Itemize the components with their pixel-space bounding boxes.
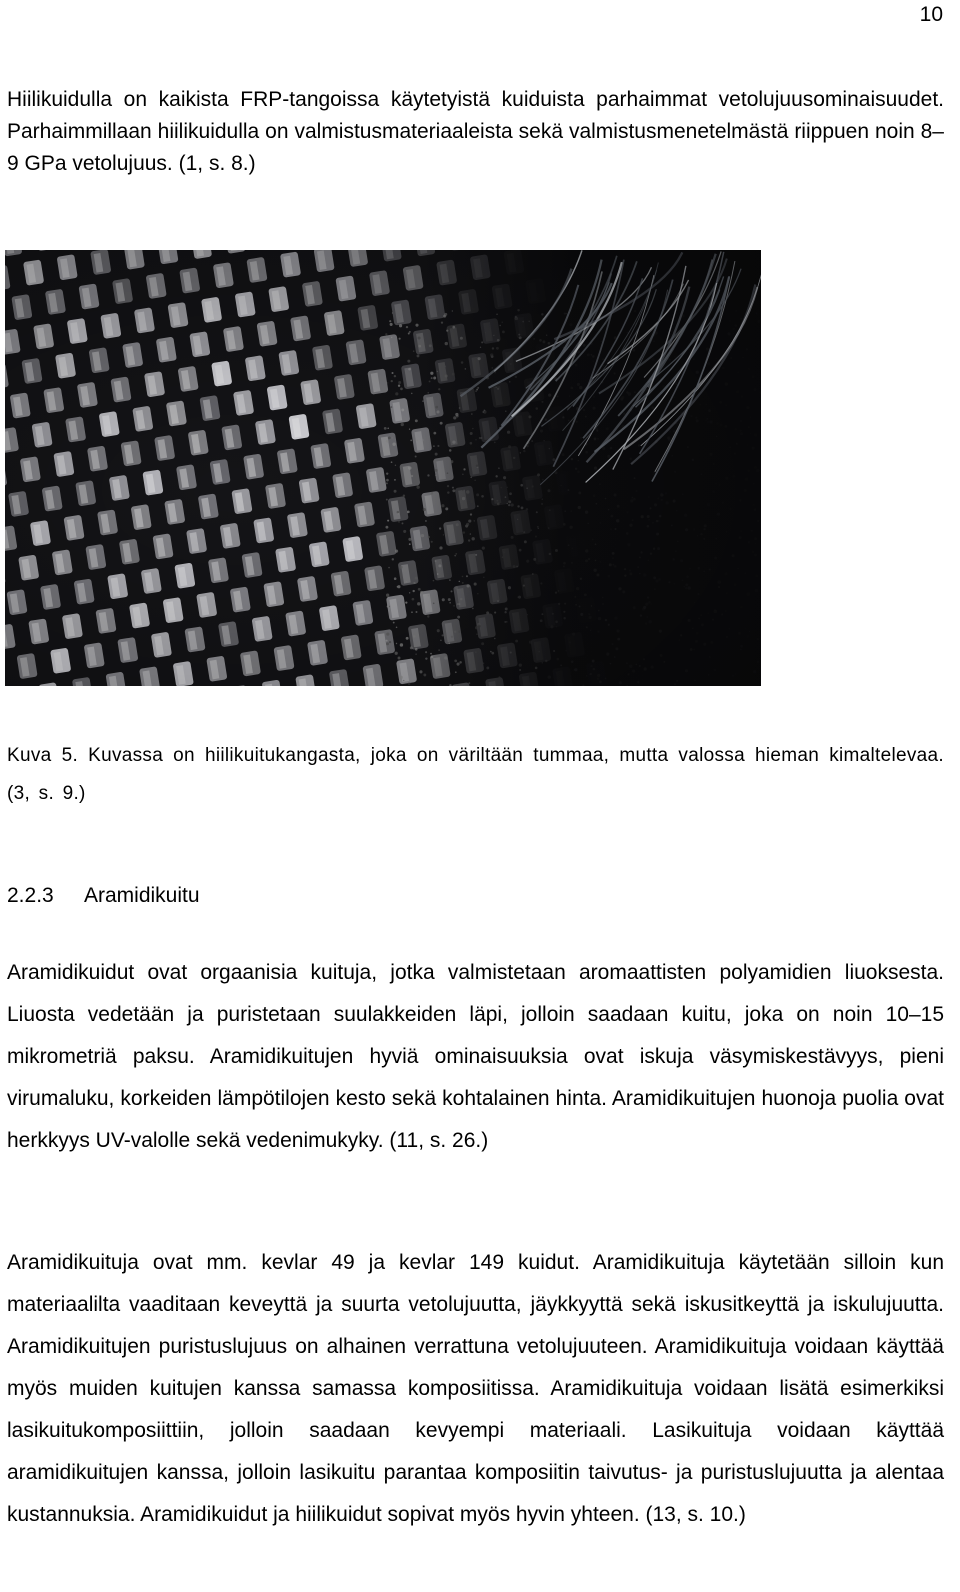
- carbon-fiber-fabric-photo: [5, 250, 761, 686]
- section-heading: [7, 880, 200, 912]
- figure-caption: Kuva 5. Kuvassa on hiilikuitukangasta, joka on väriltään tummaa, mutta valossa hieman kimaltelevaa. (3, s. 9.): [7, 745, 944, 804]
- section-number: 2.2.3: [7, 884, 54, 907]
- intro-paragraph: Hiilikuidulla on kaikista FRP-tangoissa käytetyistä kuiduista parhaimmat vetolujuusominaisuudet. Parhaimmillaan hiilikuidulla on valmistusmateriaaleista sekä valmistusmenetelmästä riippuen noin 8–9 GPa vetolujuus. (1, s. 8.): [7, 88, 944, 175]
- section-title: Aramidikuitu: [84, 884, 200, 907]
- body-paragraph-2: Aramidikuituja ovat mm. kevlar 49 ja kevlar 149 kuidut. Aramidikuituja käytetään silloin kun materiaalilta vaaditaan keveyttä ja suurta vetolujuutta, jäykkyyttä sekä iskusitkeyttä ja iskulujuutta. Aramidikuitujen puristuslujuus on alhainen verrattuna vetolujuuteen. Aramidikuituja voidaan käyttää myös muiden kuitujen kanssa samassa komposiitissa. Aramidikuituja voidaan lisätä esimerkiksi lasikuitukomposiittiin, jolloin saadaan kevyempi materiaali. Lasikuituja voidaan käyttää aramidikuitujen kanssa, jolloin lasikuitu parantaa komposiitin taivutus- ja puristuslujuutta ja alentaa kustannuksia. Aramidikuidut ja hiilikuidut sopivat myös hyvin yhteen. (13, s. 10.): [7, 1251, 944, 1526]
- page-number: 10: [919, 3, 943, 26]
- body-paragraph-1: Aramidikuidut ovat orgaanisia kuituja, jotka valmistetaan aromaattisten polyamidien liuoksesta. Liuosta vedetään ja puristetaan suulakkeiden läpi, jolloin saadaan kuitu, joka on noin 10–15 mikrometriä paksu. Aramidikuitujen hyviä ominaisuuksia ovat iskuja väsymiskestävyys, pieni virumaluku, korkeiden lämpötilojen kesto sekä kohtalainen hinta. Aramidikuitujen huonoja puolia ovat herkkyys UV-valolle sekä vedenimukyky. (11, s. 26.): [7, 961, 944, 1152]
